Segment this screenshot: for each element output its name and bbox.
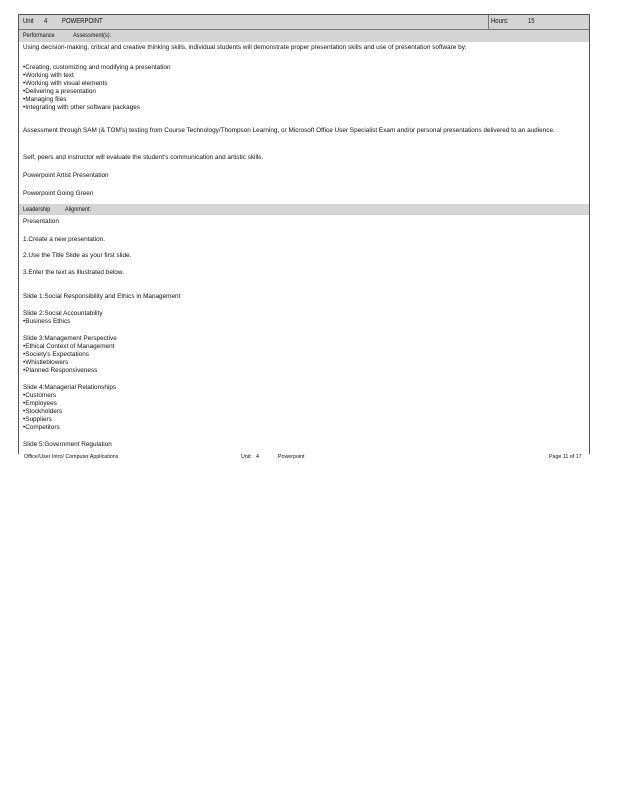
performance-header xyxy=(19,30,589,42)
assessment-label: Assessment(s): xyxy=(73,32,112,39)
hours-value: 15 xyxy=(528,18,535,25)
footer-unit-label: Unit: xyxy=(241,454,252,460)
hours-label: Hours: xyxy=(491,18,509,25)
slide-3-bullet: •Ethical Context of Management xyxy=(23,343,115,350)
footer-page-number: Page 11 of 17 xyxy=(549,454,582,460)
slide-4-bullet: •Competitors xyxy=(23,424,60,431)
skill-item: •Creating, customizing and modifying a presentation xyxy=(23,64,171,71)
skill-item: •Integrating with other software packages xyxy=(23,104,140,111)
page-frame xyxy=(18,14,590,454)
slide-3-bullet: •Planned Responsiveness xyxy=(23,367,98,374)
slide-2-bullet: •Business Ethics xyxy=(23,318,71,325)
slide-4-bullet: •Suppliers xyxy=(23,416,52,423)
slide-4-bullet: •Customers xyxy=(23,392,57,399)
slide-3-bullet: •Whistleblowers xyxy=(23,359,69,366)
step-item: 1.Create a new presentation. xyxy=(23,236,106,243)
slide-3-title: Slide 3:Management Perspective xyxy=(23,335,117,342)
project-item: Powerpoint Artist Presentation xyxy=(23,172,109,179)
unit-header xyxy=(19,15,589,30)
slide-1-title: Slide 1:Social Responsibility and Ethics in Management xyxy=(23,293,181,300)
slide-4-bullet: •Stockholders xyxy=(23,408,63,415)
unit-label: Unit xyxy=(23,18,34,25)
leadership-band xyxy=(19,204,589,215)
leadership-label: Leadership xyxy=(23,206,51,213)
intro-text: Using decision-making, critical and creative thinking skills, individual students will demonstrate proper presentation skills and use of presentation software by: xyxy=(23,44,467,51)
presentation-title: Presentation xyxy=(23,218,59,225)
alignment-label: Alignment: xyxy=(65,206,92,213)
skill-item: •Working with text xyxy=(23,72,74,79)
footer-unit-title: Powerpoint xyxy=(278,454,305,460)
footer-course: Office/User Intro/ Computer Applications xyxy=(24,454,119,460)
unit-number: 4 xyxy=(44,18,48,25)
skill-item: •Working with visual elements xyxy=(23,80,108,87)
slide-3-bullet: •Society's Expectations xyxy=(23,351,89,358)
slide-5-title: Slide 5:Government Regulation xyxy=(23,441,112,448)
skill-item: •Delivering a presentation xyxy=(23,88,96,95)
step-item: 2.Use the Title Slide as your first slide. xyxy=(23,252,132,259)
project-item: Powerpoint Going Green xyxy=(23,190,94,197)
slide-4-bullet: •Employees xyxy=(23,400,57,407)
footer-unit-number: 4 xyxy=(256,454,259,460)
performance-label: Performance xyxy=(23,32,55,39)
evaluation-text: Self, peers and instructor will evaluate the student's communication and artistic skills. xyxy=(23,154,264,161)
skill-item: •Managing files xyxy=(23,96,67,103)
step-item: 3.Enter the text as illustrated below. xyxy=(23,269,124,276)
assessment-text: Assessment through SAM (& TOM's) testing from Course Technology/Thompson Learning, or Microsoft Office User Specialist Exam and/or personal presentations delivered to an audience. xyxy=(23,127,555,134)
header-divider xyxy=(488,15,489,29)
slide-4-title: Slide 4:Managerial Relationships xyxy=(23,384,117,391)
unit-title: POWERPOINT xyxy=(62,18,103,25)
slide-2-title: Slide 2:Social Accountability xyxy=(23,310,103,317)
